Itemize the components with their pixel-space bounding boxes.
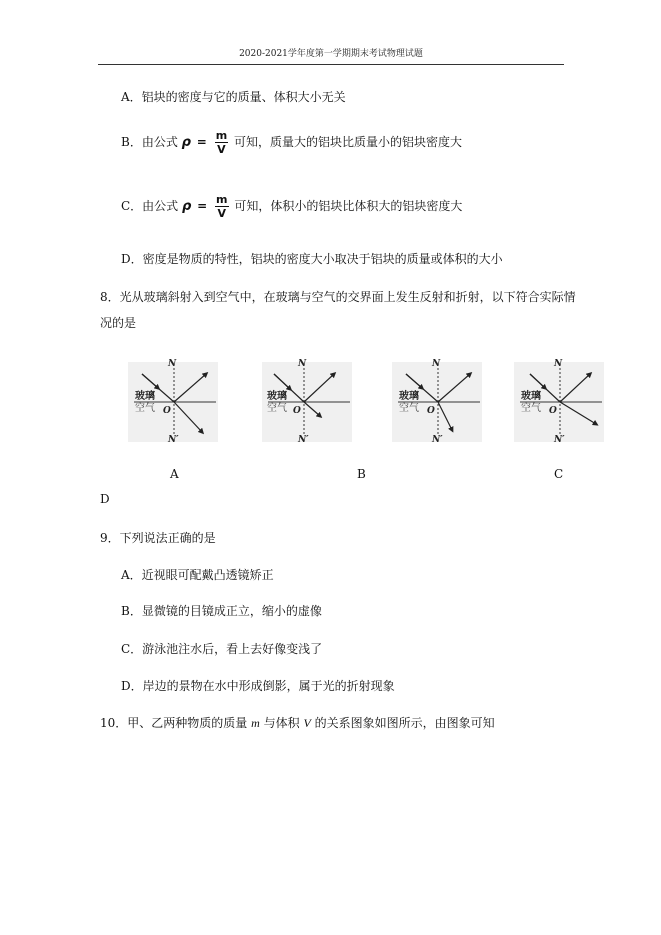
normal-top-label: N: [554, 359, 563, 369]
diagram-c: [392, 352, 482, 444]
q10-stem-part1: 10．甲、乙两种物质的质量: [100, 716, 248, 730]
option-label-a: A: [170, 467, 179, 481]
q7-option-a: A．铝块的密度与它的质量、体积大小无关: [121, 90, 346, 104]
glass-label: 玻璃: [135, 391, 155, 402]
formula-numerator: m: [216, 193, 228, 206]
q7-option-c: [121, 194, 462, 219]
formula-equals: =: [196, 135, 207, 149]
q8-stem-line2: 况的是: [100, 316, 137, 330]
q10-stem: [100, 714, 495, 731]
option-label-d: D: [100, 492, 110, 506]
origin-label: O: [549, 406, 557, 416]
option-label-c: C: [554, 467, 564, 481]
q7-option-b: [121, 130, 462, 155]
normal-top-label: N: [298, 359, 307, 369]
q8-stem-line1: 8．光从玻璃斜射入到空气中，在玻璃与空气的交界面上发生反射和折射，以下符合实际情: [100, 290, 576, 304]
formula-equals: =: [197, 199, 208, 213]
glass-label: 玻璃: [521, 391, 541, 402]
q9-option-d: D．岸边的景物在水中形成倒影，属于光的折射现象: [121, 679, 395, 693]
formula-rho: ρ: [181, 135, 191, 150]
glass-label: 玻璃: [399, 391, 419, 402]
normal-top-label: N: [168, 359, 177, 369]
q7-option-c-suffix: 可知，体积小的铝块比体积大的铝块密度大: [234, 199, 463, 213]
q7-option-b-prefix: B．由公式: [121, 135, 178, 149]
q10-stem-part2: 与体积: [263, 716, 300, 730]
glass-label: 玻璃: [267, 391, 287, 402]
option-label-b: B: [357, 467, 366, 481]
q10-stem-part3: 的关系图象如图所示，由图象可知: [314, 716, 495, 730]
normal-top-label: N: [432, 359, 441, 369]
q9-option-b: B．显微镜的目镜成正立，缩小的虚像: [121, 604, 322, 618]
origin-label: O: [163, 406, 171, 416]
formula-fraction: [215, 194, 228, 219]
formula-denominator: V: [217, 207, 227, 220]
q10-var-m: m: [251, 716, 260, 730]
q7-option-b-suffix: 可知，质量大的铝块比质量小的铝块密度大: [233, 135, 462, 149]
q9-option-c: C．游泳池注水后，看上去好像变浅了: [121, 642, 323, 656]
diagram-d: [514, 352, 604, 444]
normal-bottom-label: N′: [554, 435, 565, 444]
normal-bottom-label: N′: [432, 435, 443, 444]
normal-bottom-label: N′: [298, 435, 309, 444]
origin-label: O: [293, 406, 301, 416]
formula-denominator: V: [217, 143, 226, 156]
q7-option-c-prefix: C．由公式: [121, 199, 179, 213]
air-label: 空气: [135, 403, 155, 414]
normal-bottom-label: N′: [168, 435, 179, 444]
air-label: 空气: [267, 403, 287, 414]
diagram-a: [128, 352, 218, 444]
q9-option-a: A．近视眼可配戴凸透镜矫正: [121, 568, 274, 582]
air-label: 空气: [399, 403, 419, 414]
q9-stem: 9．下列说法正确的是: [100, 531, 216, 545]
q7-option-d: D．密度是物质的特性，铝块的密度大小取决于铝块的质量或体积的大小: [121, 252, 503, 266]
air-label: 空气: [521, 403, 541, 414]
q10-var-v: V: [303, 716, 311, 730]
diagram-b: [262, 352, 352, 444]
formula-numerator: m: [215, 129, 228, 142]
formula-fraction: [215, 130, 228, 155]
formula-rho: ρ: [182, 199, 192, 214]
page-header: 2020-2021学年度第一学期期末考试物理试题: [98, 46, 564, 65]
origin-label: O: [427, 406, 435, 416]
